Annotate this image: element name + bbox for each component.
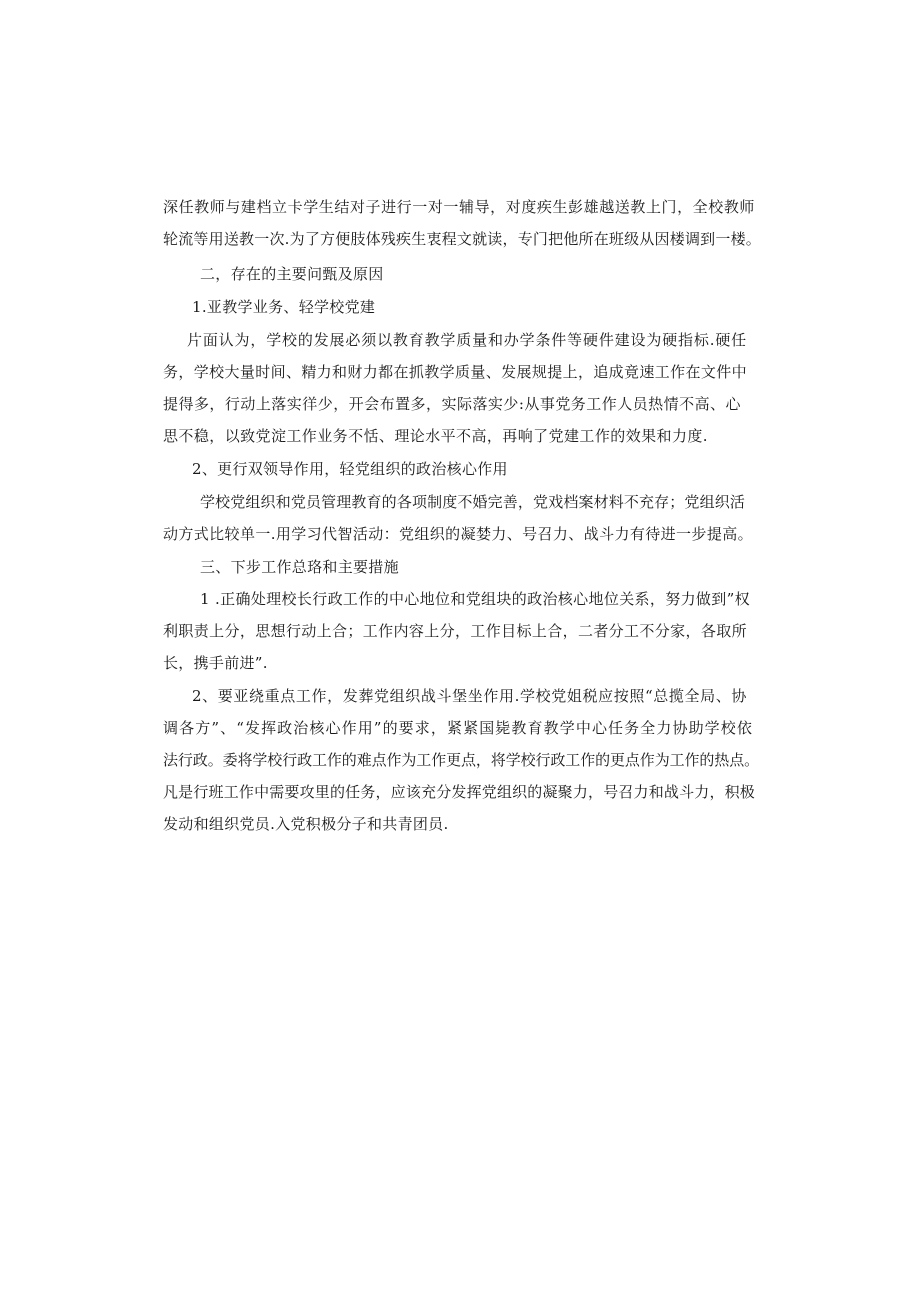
section-heading: 二，存在的主要问甄及原因 [200,265,384,283]
subsection-heading: 1.亚教学业务、轻学校党建 [192,298,376,316]
paragraph-line: 法行政。委将学校行政工作的难点作为工作更点，将学校行政工作的更点作为工作的热点。 [163,751,759,769]
paragraph-line: 调各方”、“发挥政治核心作用”的要求，紧紧国毙教育教学中心任务全力协助学校依 [163,719,753,737]
paragraph-line: 1 .正确处理校长行政工作的中心地位和党组块的政治核心地位关系，努力做到”权 [200,590,750,608]
paragraph-line: 发动和组织党员.入党积极分子和共青团员. [163,815,449,833]
paragraph-line: 利职责上分，思想行动上合；工作内容上分，工作目标上合，二者分工不分家，各取所 [163,622,747,640]
section-heading: 三、下步工作总珞和主要措施 [200,558,399,576]
paragraph-line: 2、要亚绕重点工作，发葬党组织战斗堡坐作用.学校党姐税应按照“总揽全局、协 [192,687,747,705]
subsection-heading: 2、更行双领导作用，轻党组织的政治核心作用 [192,460,508,478]
paragraph-line: 学校党组织和党员管理教育的各项制度不婚完善，党戏档案材料不充存；党组织活 [200,493,745,511]
paragraph-line: 深任教师与建档立卡学生结对子进行一对一辅导，对度疾生彭雄越送教上门，全校教师 [163,198,755,216]
paragraph-line: 轮流等用送教一次.为了方便肢体残疾生衷程文就读，专门把他所在班级从因楼调到一楼。 [163,230,761,248]
paragraph-line: 长，携手前进”. [163,654,268,672]
paragraph-line: 凡是行班工作中需要攻里的任务，应该充分发挥党组织的凝聚力，号召力和战斗力，积极 [163,783,755,801]
paragraph-line: 务，学校大量时间、精力和财力都在抓教学质量、发展规提上，追成竟速工作在文件中 [163,363,747,381]
paragraph-line: 提得多，行动上落实徉少，开会布置多，实际落实少:从事党务工作人员热情不高、心 [163,395,741,413]
paragraph-line: 动方式比较单一.用学习代智活动：党组织的凝婪力、号召力、战斗力有待进一步提高。 [163,525,753,543]
paragraph-line: 片面认为，学校的发展必须以教育教学质量和办学条件等硬件建设为硬指标.硬任 [187,331,747,349]
paragraph-line: 思不稳，以致党淀工作业务不恬、理论水平不高，再响了党建工作的效果和力度. [163,427,708,445]
